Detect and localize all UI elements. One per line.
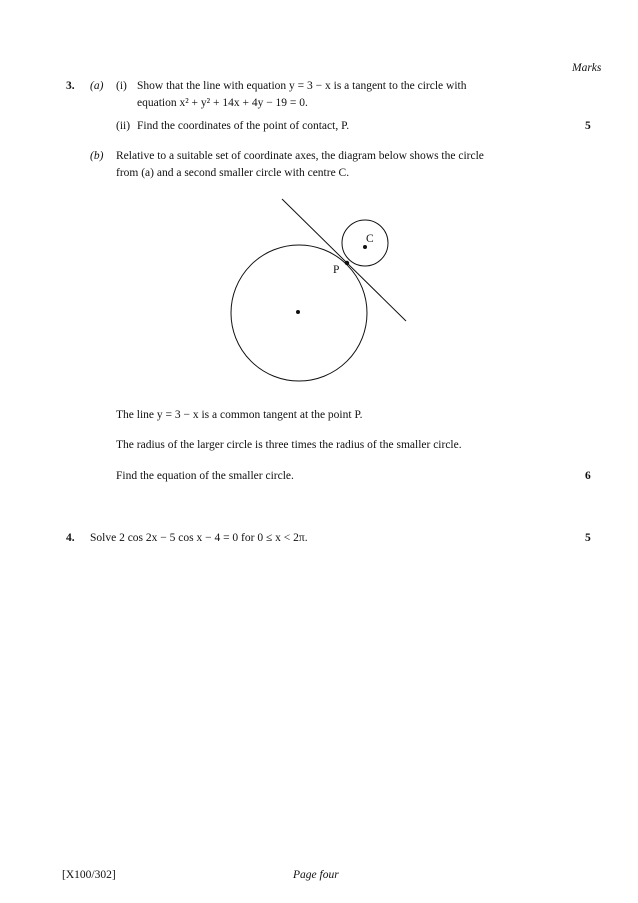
q3-part-a-label: (a) <box>90 80 104 92</box>
q3b-find-text: Find the equation of the smaller circle. <box>116 470 294 482</box>
large-circle-centre <box>296 310 300 314</box>
q3b-text-line1: Relative to a suitable set of coordinate axes, the diagram below shows the circle <box>116 150 484 162</box>
q4-marks: 5 <box>585 532 591 544</box>
q3a-i-text-line1: Show that the line with equation y = 3 − x is a tangent to the circle with <box>137 80 467 92</box>
point-of-contact-p <box>345 261 349 265</box>
q3a-ii-text: Find the coordinates of the point of contact, P. <box>137 120 350 132</box>
q3b-marks: 6 <box>585 470 591 482</box>
marks-column-header: Marks <box>572 62 602 74</box>
q3a-i-text-line2: equation x² + y² + 14x + 4y − 19 = 0. <box>137 97 308 109</box>
q3a-ii-label: (ii) <box>116 120 131 132</box>
q3b-radius-text: The radius of the larger circle is three times the radius of the smaller circle. <box>116 439 462 451</box>
label-p: P <box>333 264 340 276</box>
tangent-circles-diagram <box>220 190 420 390</box>
question-4-number: 4. <box>66 532 75 544</box>
q3b-line-text: The line y = 3 − x is a common tangent at the point P. <box>116 409 363 421</box>
q3a-i-label: (i) <box>116 80 127 92</box>
small-circle-centre-c <box>363 245 367 249</box>
question-3-number: 3. <box>66 80 75 92</box>
q4-text: Solve 2 cos 2x − 5 cos x − 4 = 0 for 0 ≤ x < 2π. <box>90 532 308 544</box>
tangent-line <box>282 199 406 321</box>
q3-part-b-label: (b) <box>90 150 104 162</box>
small-circle <box>342 220 388 266</box>
q3b-text-line2: from (a) and a second smaller circle with centre C. <box>116 167 350 179</box>
q3a-marks: 5 <box>585 120 591 132</box>
label-c: C <box>366 233 374 245</box>
paper-code: [X100/302] <box>62 869 116 881</box>
page-number: Page four <box>293 869 339 881</box>
